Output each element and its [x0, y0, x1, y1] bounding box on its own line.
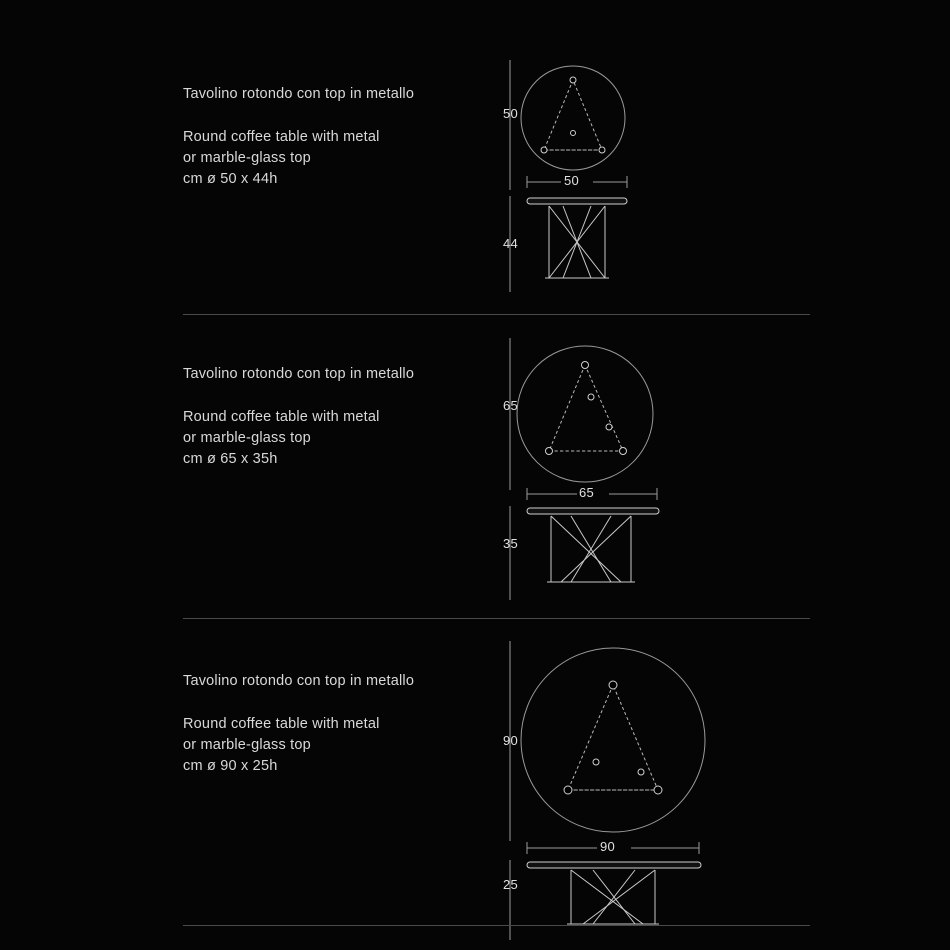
product-row-3 — [0, 620, 950, 950]
row-divider-2 — [183, 618, 810, 619]
product-title-en-line2-1: or marble-glass top — [183, 150, 311, 166]
product-title-en-line1-2: Round coffee table with metal — [183, 409, 380, 425]
plan-dimension-rule-1 — [500, 60, 520, 190]
product-description-1 — [183, 84, 414, 190]
plan-diameter-label-2: 65 — [503, 398, 519, 413]
plan-view-1 — [518, 58, 638, 178]
elevation-view-3 — [523, 856, 705, 936]
plan-diameter-label-1: 50 — [503, 106, 519, 121]
product-title-en-line2-2: or marble-glass top — [183, 430, 311, 446]
height-label-3-display: 25 — [503, 877, 519, 892]
product-row-2 — [0, 320, 950, 620]
height-label-2-display: 35 — [503, 536, 519, 551]
width-label-1: 50 — [564, 173, 580, 188]
product-size-2: cm ø 65 x 35h — [183, 451, 278, 467]
width-label-3: 90 — [600, 839, 616, 854]
plan-view-3 — [518, 640, 708, 840]
product-row-1 — [0, 0, 950, 320]
product-size-1: cm ø 50 x 44h — [183, 171, 278, 187]
product-description-3 — [183, 671, 414, 777]
elevation-view-2 — [523, 502, 663, 594]
product-size-3: cm ø 90 x 25h — [183, 758, 278, 774]
height-dimension-rule-3 — [500, 860, 520, 940]
product-title-en-line2-3: or marble-glass top — [183, 737, 311, 753]
product-title-it-2: Tavolino rotondo con top in metallo — [183, 366, 415, 382]
product-title-en-line1-1: Round coffee table with metal — [183, 129, 380, 145]
product-description-2 — [183, 364, 414, 470]
product-title-it-3: Tavolino rotondo con top in metallo — [183, 673, 415, 689]
elevation-view-1 — [523, 192, 633, 292]
plan-view-2 — [513, 339, 663, 491]
plan-diameter-label-3: 90 — [503, 733, 519, 748]
width-label-2: 65 — [579, 485, 595, 500]
product-title-it-1: Tavolino rotondo con top in metallo — [183, 86, 415, 102]
row-divider-3 — [183, 925, 810, 926]
height-dimension-rule-2 — [500, 506, 520, 600]
row-divider-1 — [183, 314, 810, 315]
product-title-en-line1-3: Round coffee table with metal — [183, 716, 380, 732]
height-label-1: 44 — [503, 236, 519, 251]
